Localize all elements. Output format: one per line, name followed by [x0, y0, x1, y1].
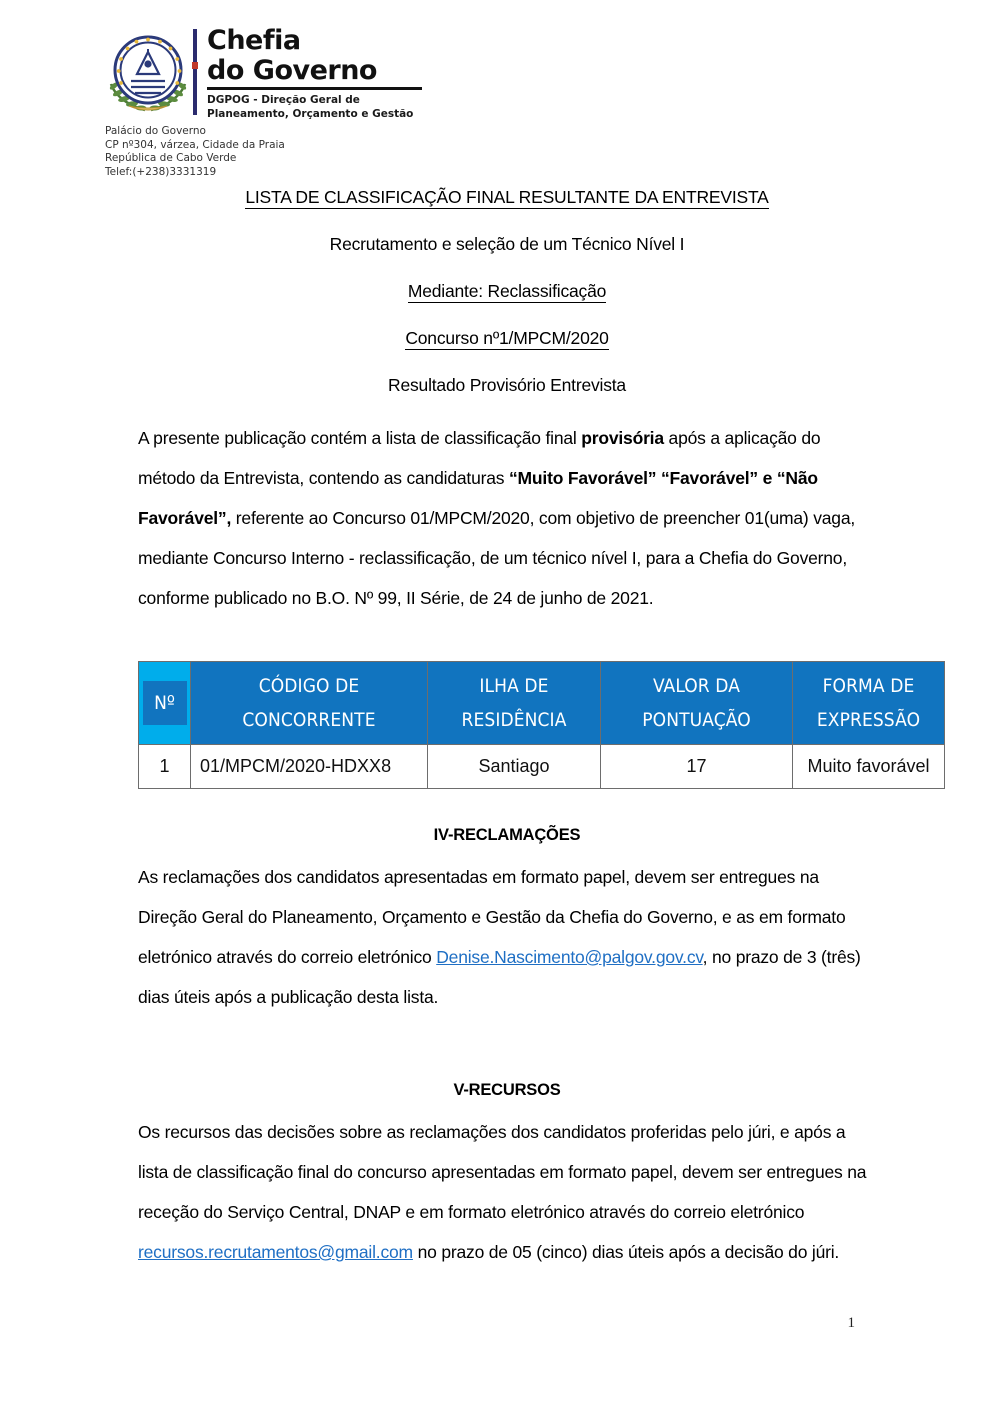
section-recursos — [138, 1081, 876, 1272]
table-header-no — [139, 662, 191, 745]
org-name-line1: Chefia — [207, 25, 301, 56]
reclamacoes-heading: IV-RECLAMAÇÕES — [433, 826, 581, 844]
letterhead-wordmark — [207, 26, 437, 121]
intro-part-e: referente ao Concurso 01/MPCM/2020, com objetivo de preencher 01(uma) vaga, mediante Concurso Interno - reclassificação, de um técnico nível I, para a Chefia do Governo, conforme publicado no B.O. Nº 99, II Série, de 24 de junho de 2021. — [138, 508, 856, 608]
letterhead-top — [105, 26, 535, 121]
department-name: DGPOG - Direção Geral de Planeamento, Orçamento e Gestão — [207, 94, 414, 120]
intro-part-a: A presente publicação contém a lista de classificação final — [138, 428, 582, 448]
table-header-forma-line2: EXPRESSÃO — [816, 709, 921, 731]
classification-table-wrapper — [138, 661, 944, 789]
intro-part-c: após a aplicação do método da Entrevista, contendo as candidaturas — [138, 428, 821, 488]
mediante-line — [138, 280, 876, 302]
cell-codigo: 01/MPCM/2020-HDXX8 — [191, 745, 428, 789]
letterhead-accent-bar — [193, 29, 197, 115]
org-name-line2: do Governo — [207, 56, 422, 90]
recursos-text-a: Os recursos das decisões sobre as reclamações dos candidatos proferidas pelo júri, e após a lista de classificação final do concurso apresentadas em formato papel, devem ser entregues na receção do Serviço Central, DNAP e em formato eletrónico através do correio eletrónico — [138, 1122, 867, 1222]
address-line-4: Telef:(+238)3331319 — [105, 165, 217, 178]
intro-paragraph — [138, 418, 876, 618]
resultado-text: Resultado Provisório Entrevista — [388, 375, 626, 395]
address-line-3: República de Cabo Verde — [105, 152, 237, 164]
subtitle-text: Recrutamento e seleção de um Técnico Nível I — [329, 234, 685, 254]
table-header-row — [139, 662, 945, 745]
cell-ilha: Santiago — [428, 745, 601, 789]
table-header-no-label: Nº — [143, 681, 187, 725]
page-title — [138, 186, 876, 208]
table-header-ilha-line1: ILHA DE — [479, 675, 549, 697]
reclamacoes-text-a: As reclamações dos candidatos apresentadas em formato papel, devem ser entregues na Direção Geral do Planeamento, Orçamento e Gestão da Chefia do Governo, e as em formato eletrónico através do correio eletrónico — [138, 867, 846, 967]
table-header-ilha-line2: RESIDÊNCIA — [461, 709, 567, 731]
table-row — [139, 745, 945, 789]
subtitle — [138, 233, 876, 255]
coat-of-arms-icon — [105, 26, 191, 118]
classification-table — [138, 661, 945, 789]
concurso-line — [138, 327, 876, 349]
address-line-2: CP nº304, várzea, Cidade da Praia — [105, 138, 285, 151]
table-header-valor — [601, 662, 793, 745]
recursos-text-b: no prazo de 05 (cinco) dias úteis após a decisão do júri. — [412, 1242, 840, 1262]
reclamacoes-paragraph — [138, 857, 876, 1017]
mediante-text: Mediante: Reclassificação — [407, 281, 607, 301]
table-header-ilha — [428, 662, 601, 745]
recursos-email-link[interactable]: recursos.recrutamentos@gmail.com — [138, 1242, 413, 1262]
table-header-codigo — [191, 662, 428, 745]
table-header-codigo-line2: CONCORRENTE — [242, 709, 376, 731]
table-header-valor-line1: VALOR DA — [652, 675, 741, 697]
resultado-line — [138, 374, 876, 396]
table-header-valor-line2: PONTUAÇÃO — [642, 709, 751, 731]
intro-bold-provisoria: provisória — [581, 428, 664, 448]
address-line-1: Palácio do Governo — [105, 125, 206, 137]
intro-bold-categories: “Muito Favorável” “Favorável” e “Não Favorável”, — [138, 468, 818, 528]
concurso-text: Concurso nº1/MPCM/2020 — [405, 328, 609, 348]
table-header-codigo-line1: CÓDIGO DE — [258, 675, 360, 697]
address-block — [105, 125, 535, 179]
cell-no: 1 — [139, 745, 191, 789]
recursos-paragraph — [138, 1112, 876, 1272]
recursos-heading: V-RECURSOS — [453, 1081, 561, 1099]
reclamacoes-text-b: , no prazo de 3 (três) dias úteis após a publicação desta lista. — [138, 947, 861, 1007]
letterhead — [105, 26, 535, 179]
reclamacoes-email-link[interactable]: Denise.Nascimento@palgov.gov.cv — [436, 947, 703, 967]
page-title-text: LISTA DE CLASSIFICAÇÃO FINAL RESULTANTE DA ENTREVISTA — [245, 187, 769, 207]
page-number: 1 — [847, 1315, 855, 1331]
cell-forma: Muito favorável — [793, 745, 945, 789]
cell-valor: 17 — [601, 745, 793, 789]
table-header-forma-line1: FORMA DE — [822, 675, 915, 697]
accent-dot — [192, 62, 198, 69]
section-reclamacoes — [138, 826, 876, 1017]
table-header-forma — [793, 662, 945, 745]
document-body-top — [138, 186, 876, 618]
